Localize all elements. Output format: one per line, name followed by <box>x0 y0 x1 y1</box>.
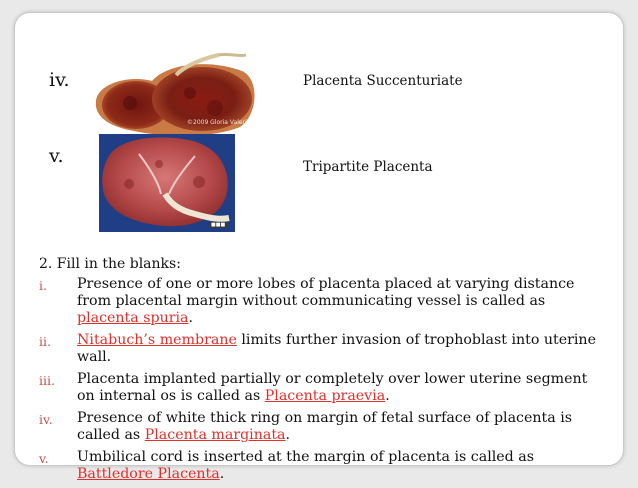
answer-text: Nitabuch’s membrane <box>77 332 237 348</box>
image-tag: ■■■ <box>211 222 226 228</box>
list-item <box>39 276 599 327</box>
fill-in-blanks-title: 2. Fill in the blanks: <box>39 256 181 272</box>
list-numeral: v. <box>39 451 49 466</box>
answer-text: Placenta praevia <box>264 388 386 404</box>
numeral-v: v. <box>49 145 64 167</box>
list-item <box>39 332 599 366</box>
caption-tripartite: Tripartite Placenta <box>303 159 433 175</box>
blanks-list <box>39 276 599 488</box>
caption-succenturiate: Placenta Succenturiate <box>303 73 463 89</box>
succenturiate-placenta-image <box>90 53 260 138</box>
list-numeral: iv. <box>39 412 53 427</box>
list-numeral: iii. <box>39 373 55 388</box>
answer-text: Placenta marginata <box>144 427 286 443</box>
image-watermark: ©2009 Gloria Valeria <box>187 119 251 126</box>
question-end: . <box>219 466 225 482</box>
question-end: . <box>188 310 194 326</box>
list-numeral: ii. <box>39 334 51 349</box>
question-end: . <box>385 388 390 404</box>
question-text: Placenta implanted partially or completely over lower uterine segment on internal os is called as <box>77 371 588 404</box>
numeral-iv: iv. <box>49 69 70 91</box>
list-item <box>39 449 599 483</box>
question-text: Umbilical cord is inserted at the margin of placenta is called as <box>77 449 535 465</box>
question-text: Presence of one or more lobes of placenta placed at varying distance from placental margin without communicating vessel is called as <box>77 276 575 309</box>
list-numeral: i. <box>39 278 47 293</box>
question-end: . <box>285 427 290 443</box>
answer-text: Battledore Placenta <box>77 466 220 482</box>
list-item <box>39 371 599 405</box>
question-text: Presence of white thick ring on margin of fetal surface of placenta is called as <box>77 410 573 443</box>
question-end: limits further invasion of trophoblast into uterine wall. <box>77 332 596 365</box>
answer-text: placenta spuria <box>77 310 189 326</box>
tripartite-placenta-image <box>99 134 235 232</box>
list-item <box>39 410 599 444</box>
slide <box>14 12 624 482</box>
